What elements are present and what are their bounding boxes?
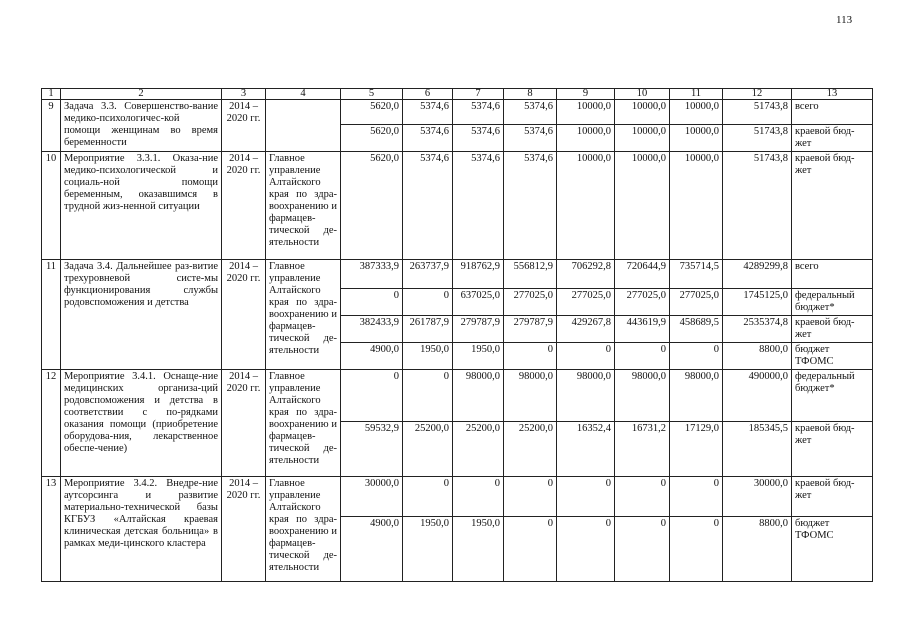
- value-cell: 10000,0: [557, 125, 615, 152]
- value-cell: 458689,5: [670, 316, 723, 343]
- value-cell: 0: [504, 343, 557, 370]
- value-cell: 1950,0: [453, 517, 504, 582]
- value-cell: 1950,0: [403, 343, 453, 370]
- funding-source: федеральный бюджет*: [792, 289, 873, 316]
- funding-source: всего: [792, 260, 873, 289]
- value-cell: 185345,5: [723, 422, 792, 477]
- row-executor: Главное управление Алтайского края по здра-воохранению и фармацев-тической де-ятельности: [266, 260, 341, 370]
- value-cell: 637025,0: [453, 289, 504, 316]
- row-number: 13: [42, 477, 61, 582]
- funding-source: федеральный бюджет*: [792, 370, 873, 422]
- row-number: 11: [42, 260, 61, 370]
- value-cell: 429267,8: [557, 316, 615, 343]
- value-cell: 918762,9: [453, 260, 504, 289]
- column-header: 4: [266, 89, 341, 100]
- value-cell: 1950,0: [453, 343, 504, 370]
- value-cell: 5374,6: [504, 125, 557, 152]
- value-cell: 0: [403, 289, 453, 316]
- value-cell: 16731,2: [615, 422, 670, 477]
- value-cell: 10000,0: [670, 125, 723, 152]
- row-executor: Главное управление Алтайского края по здра-воохранению и фармацев-тической де-ятельности: [266, 370, 341, 477]
- row-executor: Главное управление Алтайского края по здра-воохранению и фармацев-тической де-ятельности: [266, 152, 341, 260]
- row-title: Мероприятие 3.4.2. Внедре-ние аутсорсинга и развитие материально-технической базы КГБУЗ «Алтайская краевая клиническая детская больница» в рамках меди-цинского кластера: [61, 477, 222, 582]
- value-cell: 25200,0: [403, 422, 453, 477]
- funding-source: краевой бюд-жет: [792, 125, 873, 152]
- value-cell: 59532,9: [341, 422, 403, 477]
- value-cell: 5374,6: [453, 125, 504, 152]
- value-cell: 0: [504, 517, 557, 582]
- column-header: 13: [792, 89, 873, 100]
- value-cell: 5374,6: [403, 152, 453, 260]
- budget-table: [41, 88, 873, 582]
- value-cell: 5374,6: [453, 100, 504, 125]
- value-cell: 0: [670, 517, 723, 582]
- value-cell: 30000,0: [723, 477, 792, 517]
- funding-source: бюджет ТФОМС: [792, 343, 873, 370]
- row-period: 2014 – 2020 гг.: [222, 370, 266, 477]
- row-number: 9: [42, 100, 61, 152]
- column-header: 11: [670, 89, 723, 100]
- value-cell: 556812,9: [504, 260, 557, 289]
- funding-source: всего: [792, 100, 873, 125]
- column-header: 9: [557, 89, 615, 100]
- column-header: 3: [222, 89, 266, 100]
- value-cell: 10000,0: [557, 152, 615, 260]
- row-title: Мероприятие 3.4.1. Оснаще-ние медицинских организа-ций родовспоможения и детства в соответствии с по-рядками оказания помощи (приобретение оборудова-ния, лекарственное обеспе-чение): [61, 370, 222, 477]
- value-cell: 0: [504, 477, 557, 517]
- column-header: 8: [504, 89, 557, 100]
- table-header-row: [42, 89, 873, 100]
- value-cell: 706292,8: [557, 260, 615, 289]
- table-row: [42, 152, 873, 260]
- row-executor: [266, 100, 341, 152]
- value-cell: 25200,0: [453, 422, 504, 477]
- column-header: 6: [403, 89, 453, 100]
- value-cell: 261787,9: [403, 316, 453, 343]
- value-cell: 0: [557, 477, 615, 517]
- value-cell: 382433,9: [341, 316, 403, 343]
- value-cell: 8800,0: [723, 343, 792, 370]
- value-cell: 0: [557, 517, 615, 582]
- value-cell: 277025,0: [670, 289, 723, 316]
- row-title: Задача 3.3. Совершенство-вание медико-психологичес-кой помощи женщинам во время беременности: [61, 100, 222, 152]
- value-cell: 98000,0: [615, 370, 670, 422]
- funding-source: краевой бюд-жет: [792, 316, 873, 343]
- value-cell: 30000,0: [341, 477, 403, 517]
- value-cell: 0: [670, 477, 723, 517]
- funding-source: краевой бюд-жет: [792, 152, 873, 260]
- column-header: 2: [61, 89, 222, 100]
- value-cell: 16352,4: [557, 422, 615, 477]
- value-cell: 1745125,0: [723, 289, 792, 316]
- value-cell: 4289299,8: [723, 260, 792, 289]
- column-header: 10: [615, 89, 670, 100]
- row-period: 2014 – 2020 гг.: [222, 100, 266, 152]
- value-cell: 5374,6: [453, 152, 504, 260]
- value-cell: 25200,0: [504, 422, 557, 477]
- row-title: Мероприятие 3.3.1. Оказа-ние медико-психологической и социаль-ной помощи беременным, оказавшимся в трудной жиз-ненной ситуации: [61, 152, 222, 260]
- table-row: [42, 100, 873, 125]
- value-cell: 5620,0: [341, 100, 403, 125]
- page-number: 113: [836, 14, 853, 26]
- table-row: [42, 477, 873, 517]
- funding-source: краевой бюд-жет: [792, 477, 873, 517]
- value-cell: 98000,0: [557, 370, 615, 422]
- value-cell: 10000,0: [670, 152, 723, 260]
- value-cell: 0: [403, 477, 453, 517]
- value-cell: 387333,9: [341, 260, 403, 289]
- value-cell: 490000,0: [723, 370, 792, 422]
- value-cell: 5374,6: [504, 100, 557, 125]
- value-cell: 0: [453, 477, 504, 517]
- value-cell: 5620,0: [341, 125, 403, 152]
- value-cell: 735714,5: [670, 260, 723, 289]
- value-cell: 279787,9: [453, 316, 504, 343]
- value-cell: 5374,6: [504, 152, 557, 260]
- row-period: 2014 – 2020 гг.: [222, 152, 266, 260]
- value-cell: 0: [341, 370, 403, 422]
- value-cell: 2535374,8: [723, 316, 792, 343]
- column-header: 12: [723, 89, 792, 100]
- value-cell: 0: [615, 343, 670, 370]
- value-cell: 277025,0: [615, 289, 670, 316]
- value-cell: 0: [557, 343, 615, 370]
- row-executor: Главное управление Алтайского края по здра-воохранению и фармацев-тической де-ятельности: [266, 477, 341, 582]
- value-cell: 4900,0: [341, 343, 403, 370]
- funding-source: бюджет ТФОМС: [792, 517, 873, 582]
- value-cell: 279787,9: [504, 316, 557, 343]
- value-cell: 0: [403, 370, 453, 422]
- value-cell: 10000,0: [615, 100, 670, 125]
- column-header: 5: [341, 89, 403, 100]
- value-cell: 8800,0: [723, 517, 792, 582]
- value-cell: 51743,8: [723, 100, 792, 125]
- value-cell: 277025,0: [557, 289, 615, 316]
- value-cell: 0: [615, 477, 670, 517]
- value-cell: 720644,9: [615, 260, 670, 289]
- row-number: 12: [42, 370, 61, 477]
- value-cell: 4900,0: [341, 517, 403, 582]
- table-row: [42, 260, 873, 289]
- row-number: 10: [42, 152, 61, 260]
- value-cell: 0: [670, 343, 723, 370]
- column-header: 1: [42, 89, 61, 100]
- row-title: Задача 3.4. Дальнейшее раз-витие трехуровневой систе-мы функционирования службы родовспоможения и детства: [61, 260, 222, 370]
- funding-source: краевой бюд-жет: [792, 422, 873, 477]
- value-cell: 98000,0: [504, 370, 557, 422]
- value-cell: 10000,0: [615, 125, 670, 152]
- value-cell: 1950,0: [403, 517, 453, 582]
- value-cell: 5620,0: [341, 152, 403, 260]
- value-cell: 98000,0: [453, 370, 504, 422]
- value-cell: 277025,0: [504, 289, 557, 316]
- value-cell: 5374,6: [403, 125, 453, 152]
- value-cell: 5374,6: [403, 100, 453, 125]
- value-cell: 0: [341, 289, 403, 316]
- value-cell: 98000,0: [670, 370, 723, 422]
- table-row: [42, 370, 873, 422]
- value-cell: 51743,8: [723, 152, 792, 260]
- value-cell: 0: [615, 517, 670, 582]
- value-cell: 443619,9: [615, 316, 670, 343]
- value-cell: 51743,8: [723, 125, 792, 152]
- value-cell: 10000,0: [670, 100, 723, 125]
- value-cell: 17129,0: [670, 422, 723, 477]
- row-period: 2014 – 2020 гг.: [222, 260, 266, 370]
- column-header: 7: [453, 89, 504, 100]
- row-period: 2014 – 2020 гг.: [222, 477, 266, 582]
- value-cell: 10000,0: [615, 152, 670, 260]
- value-cell: 263737,9: [403, 260, 453, 289]
- value-cell: 10000,0: [557, 100, 615, 125]
